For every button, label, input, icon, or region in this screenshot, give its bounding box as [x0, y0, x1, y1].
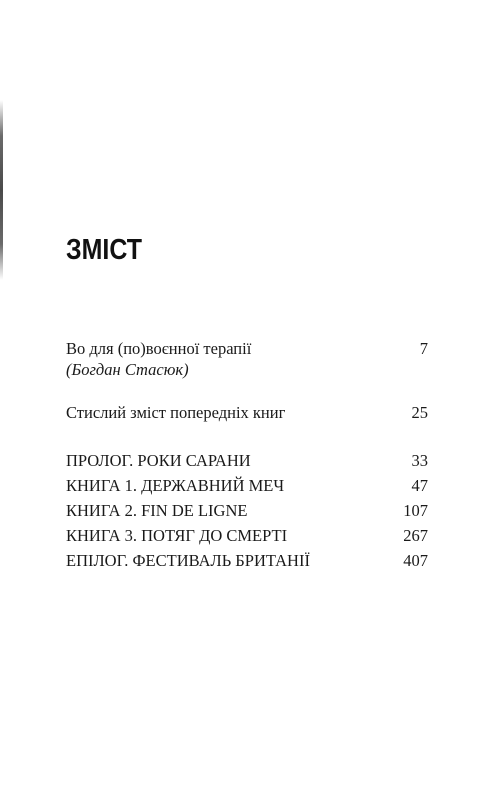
toc-entry-title: КНИГА 1. ДЕРЖАВНИЙ МЕЧ [66, 476, 285, 495]
toc-entry-author: (Богдан Стасюк) [66, 360, 189, 379]
page-title: ЗМІСТ [66, 234, 142, 266]
toc-entry-title: ЕПІЛОГ. ФЕСТИВАЛЬ БРИТАНІЇ [66, 551, 310, 570]
toc-entry-title: КНИГА 3. ПОТЯГ ДО СМЕРТІ [66, 526, 288, 545]
toc-entry[interactable] [66, 551, 428, 571]
toc-entry-page: 33 [411, 451, 428, 470]
toc-entry-title: КНИГА 2. FIN DE LIGNE [66, 501, 248, 520]
toc-entry-title: ПРОЛОГ. РОКИ САРАНИ [66, 451, 251, 470]
toc-entry[interactable] [66, 476, 428, 496]
toc-entry[interactable] [66, 526, 428, 546]
toc-entry[interactable] [66, 451, 428, 471]
toc-entry-title: Стислий зміст попередніх книг [66, 403, 286, 422]
toc-entry-page: 25 [411, 403, 428, 422]
toc-entry[interactable] [66, 403, 428, 423]
toc-entry-page: 267 [403, 526, 428, 545]
toc-entry-page: 7 [419, 339, 428, 358]
page-edge-shadow [0, 100, 3, 280]
toc-entry-page: 107 [403, 501, 428, 520]
toc-entry[interactable] [66, 339, 428, 359]
toc-entry-page: 47 [411, 476, 428, 495]
toc-entry-title: Во для (по)воєнної терапії [66, 339, 252, 358]
toc-entry[interactable] [66, 501, 428, 521]
toc-entry-page: 407 [403, 551, 428, 570]
